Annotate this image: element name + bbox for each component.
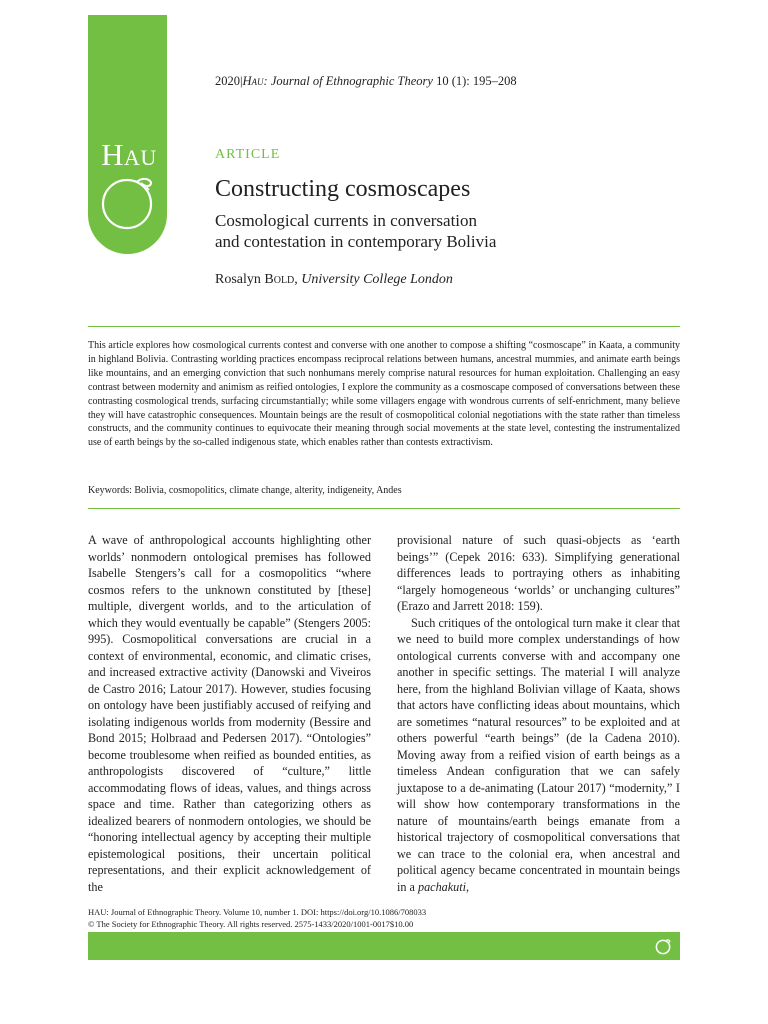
- abstract-top-rule: [88, 326, 680, 327]
- journal-citation: [215, 74, 517, 89]
- article-type-label: ARTICLE: [215, 147, 281, 162]
- abstract-bottom-rule: [88, 508, 680, 509]
- article-title: Constructing cosmoscapes: [215, 176, 471, 202]
- author-line: [215, 272, 453, 288]
- body-paragraph: [397, 615, 680, 896]
- author-given-name: Rosalyn: [215, 272, 261, 287]
- citation-journal-name: : Journal of Ethnographic Theory: [263, 74, 433, 88]
- author-separator: ,: [294, 272, 302, 287]
- footer-green-bar: [88, 932, 680, 960]
- body-paragraph: A wave of anthropological accounts highlighting other worlds’ nonmodern ontological premises has followed Isabelle Stengers’s call for a cosmopolitics “where cosmos refers to the unknown constituted by [these] multiple, divergent worlds, and to the articulation of which they would eventually be capable” (Stengers 2005: 995). Cosmopolitical conversations are crucial in a context of environmental, economic, and climatic crises, and increased extractive activity (Danowski and Viveiros de Castro 2016; Latour 2017). However, studies focusing on ontology have been justifiably accused of reifying and isolating indigenous worlds from modernity (Bessire and Bond 2015; Holbraad and Pedersen 2017). “Ontologies” become troublesome when reified as bounded entities, as anthropologists discovered of “culture,” little accommodating flows of ideas, values, and things across space and time. Rather than categorizing others as idealized bearers of nonmodern ontologies, we should be “honoring intellectual agency by accepting their multiple epistemological positions, their uncertain political representations, and their explicit acknowledgement of the: [88, 533, 371, 894]
- footer-doi-line: HAU: Journal of Ethnographic Theory. Volume 10, number 1. DOI: https://doi.org/10.1086/708033: [88, 907, 427, 917]
- journal-logo-text: Hau: [101, 137, 157, 172]
- footer-copyright-line: © The Society for Ethnographic Theory. All rights reserved. 2575-1433/2020/1001-0017$10.00: [88, 919, 414, 929]
- body-paragraph: provisional nature of such quasi-objects as ‘earth beings’” (Cepek 2016: 633). Simplifying generational differences leads to portraying others as inhabiting “largely homogeneous ‘worlds’ or unchanging cultures” (Erazo and Jarrett 2018: 159).: [397, 533, 680, 613]
- citation-separator: |: [240, 74, 243, 88]
- body-paragraph-text: Such critiques of the ontological turn make it clear that we need to build more complex understandings of how ontological currents converse with and accompany one another in specific settings. The material I will analyze here, from the highland Bolivian village of Kaata, shows that actors have conflicting ideas about mountains, which are sometimes “natural resources” to be exploited and at others powerful “earth beings” (de la Cadena 2010). Moving away from a reified vision of earth beings as a timeless Andean configuration that we can safely juxtapose to a de-animating (Latour 2017) “modernity,” I will show how contemporary transformations in the nature of mountains/earth beings emanate from a historical trajectory of cosmopolitical conversations that we can trace to the colonial era, when ancestral and political agency became concentrated in mountain beings in a: [397, 615, 680, 894]
- body-column-left: [88, 532, 371, 895]
- author-surname: Bold: [264, 272, 295, 287]
- abstract-text: This article explores how cosmological currents contest and converse with one another to compose a shifting “cosmoscape” in Kaata, a community in highland Bolivia. Contrasting worlding practices encompass reciprocal relations between humans, ancestral mummies, and animate earth beings like mountains, and an emerging conviction that such nonhumans merely comprise natural resources for human exploitation. Challenging an easy contrast between modernity and animism as reified ontologies, I explore the community as a cosmoscape composed of conversations between these contrasting cosmological trends, surfacing circumstantially; while some villagers engage with wondrous currents of self-enrichment, many believe they will have catastrophic consequences. Mountain beings are the result of cosmopolitical colonial negotiations with the state rather than timeless constructs, and the community continues to equivocate their meaning through social movements at the state level, contesting the instrumentalized use of earth beings by the so-called indigenous state, which enables rather than contests extractivism.: [88, 340, 680, 449]
- article-subtitle: [215, 210, 635, 252]
- citation-volume-pages: 10 (1): 195–208: [432, 74, 517, 88]
- ouroboros-snake-icon: [97, 170, 161, 234]
- footer-note: [88, 906, 680, 930]
- ouroboros-small-icon: [654, 937, 673, 956]
- body-paragraph-end: ,: [466, 879, 470, 894]
- citation-year: 2020: [215, 74, 240, 88]
- keywords-line: Keywords: Bolivia, cosmopolitics, climate change, alterity, indigeneity, Andes: [88, 485, 402, 496]
- subtitle-line-1: Cosmological currents in conversation: [215, 211, 478, 230]
- subtitle-line-2: and contestation in contemporary Bolivia: [215, 232, 497, 251]
- author-affiliation: University College London: [301, 272, 453, 287]
- italic-term: pachakuti: [417, 879, 467, 894]
- citation-journal-short: Hau: [242, 74, 264, 88]
- body-column-right: [397, 532, 680, 895]
